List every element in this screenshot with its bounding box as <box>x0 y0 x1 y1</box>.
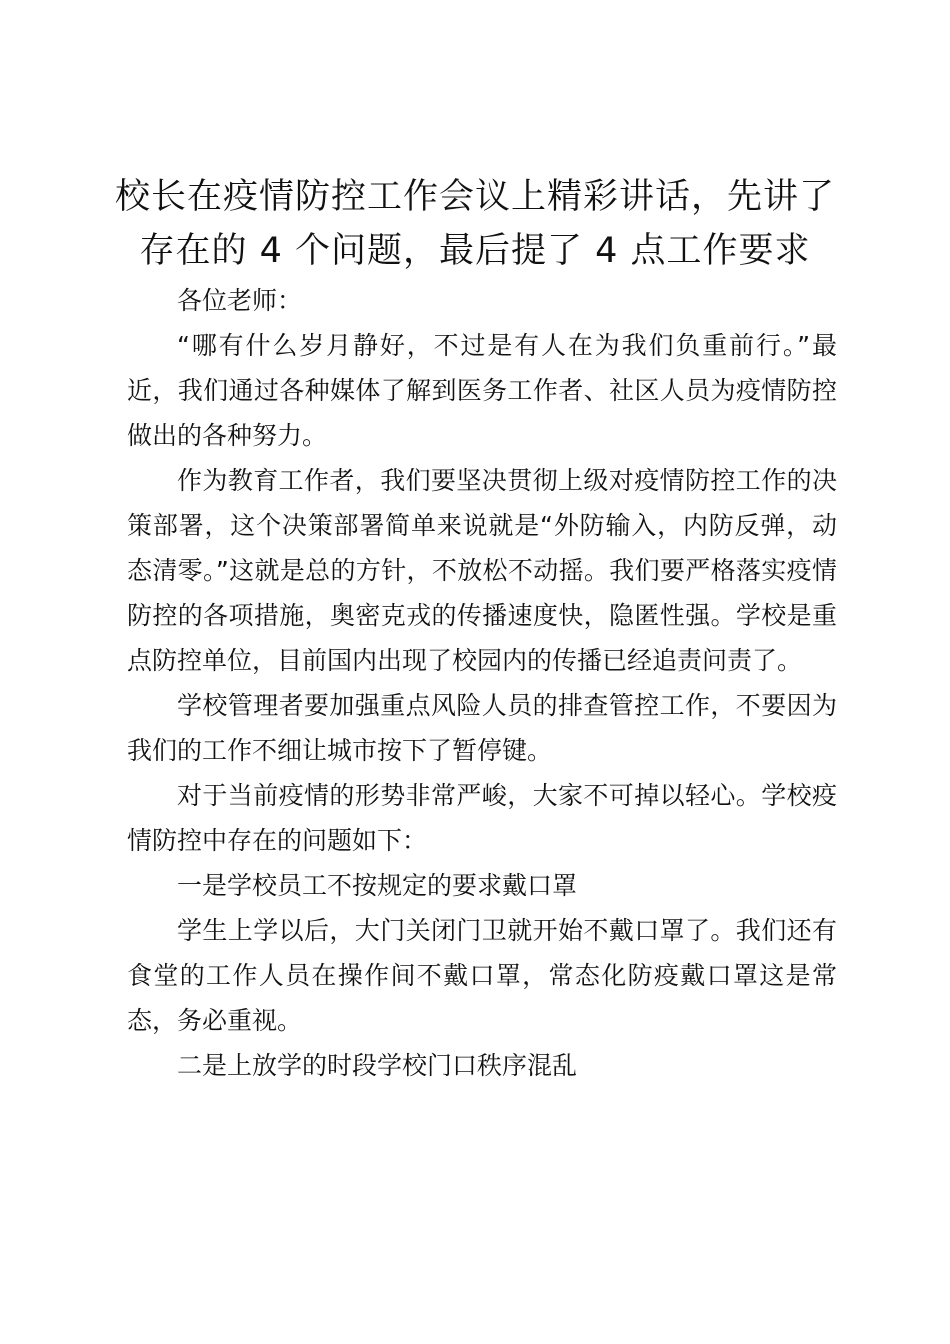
title-line-1: 校长在疫情防控工作会议上精彩讲话，先讲了 <box>114 177 835 217</box>
salutation: 各位老师： <box>177 286 303 315</box>
section-heading: 一是学校员工不按规定的要求戴口罩 <box>177 871 578 900</box>
paragraph: 对于当前疫情的形势非常严峻，大家不可掉以轻心。学校疫情防控中存在的问题如下： <box>127 781 837 855</box>
section-heading: 二是上放学的时段学校门口秩序混乱 <box>177 1051 578 1080</box>
paragraph: 作为教育工作者，我们要坚决贯彻上级对疫情防控工作的决策部署，这个决策部署简单来说就是“外防输入，内防反弹，动态清零。”这就是总的方针，不放松不动摇。我们要严格落实疫情防控的各项措施，奥密克戎的传播速度快，隐匿性强。学校是重点防控单位，目前国内出现了校园内的传播已经追责问责了。 <box>127 466 837 675</box>
paragraph: 学校管理者要加强重点风险人员的排查管控工作，不要因为我们的工作不细让城市按下了暂停键。 <box>127 691 837 765</box>
document-body <box>127 278 837 1088</box>
title-line-2: 存在的 4 个问题，最后提了 4 点工作要求 <box>139 231 811 271</box>
document-title <box>100 170 850 278</box>
paragraph: 学生上学以后，大门关闭门卫就开始不戴口罩了。我们还有食堂的工作人员在操作间不戴口罩，常态化防疫戴口罩这是常态，务必重视。 <box>127 916 837 1035</box>
paragraph: “哪有什么岁月静好，不过是有人在为我们负重前行。”最近，我们通过各种媒体了解到医务工作者、社区人员为疫情防控做出的各种努力。 <box>127 331 837 450</box>
